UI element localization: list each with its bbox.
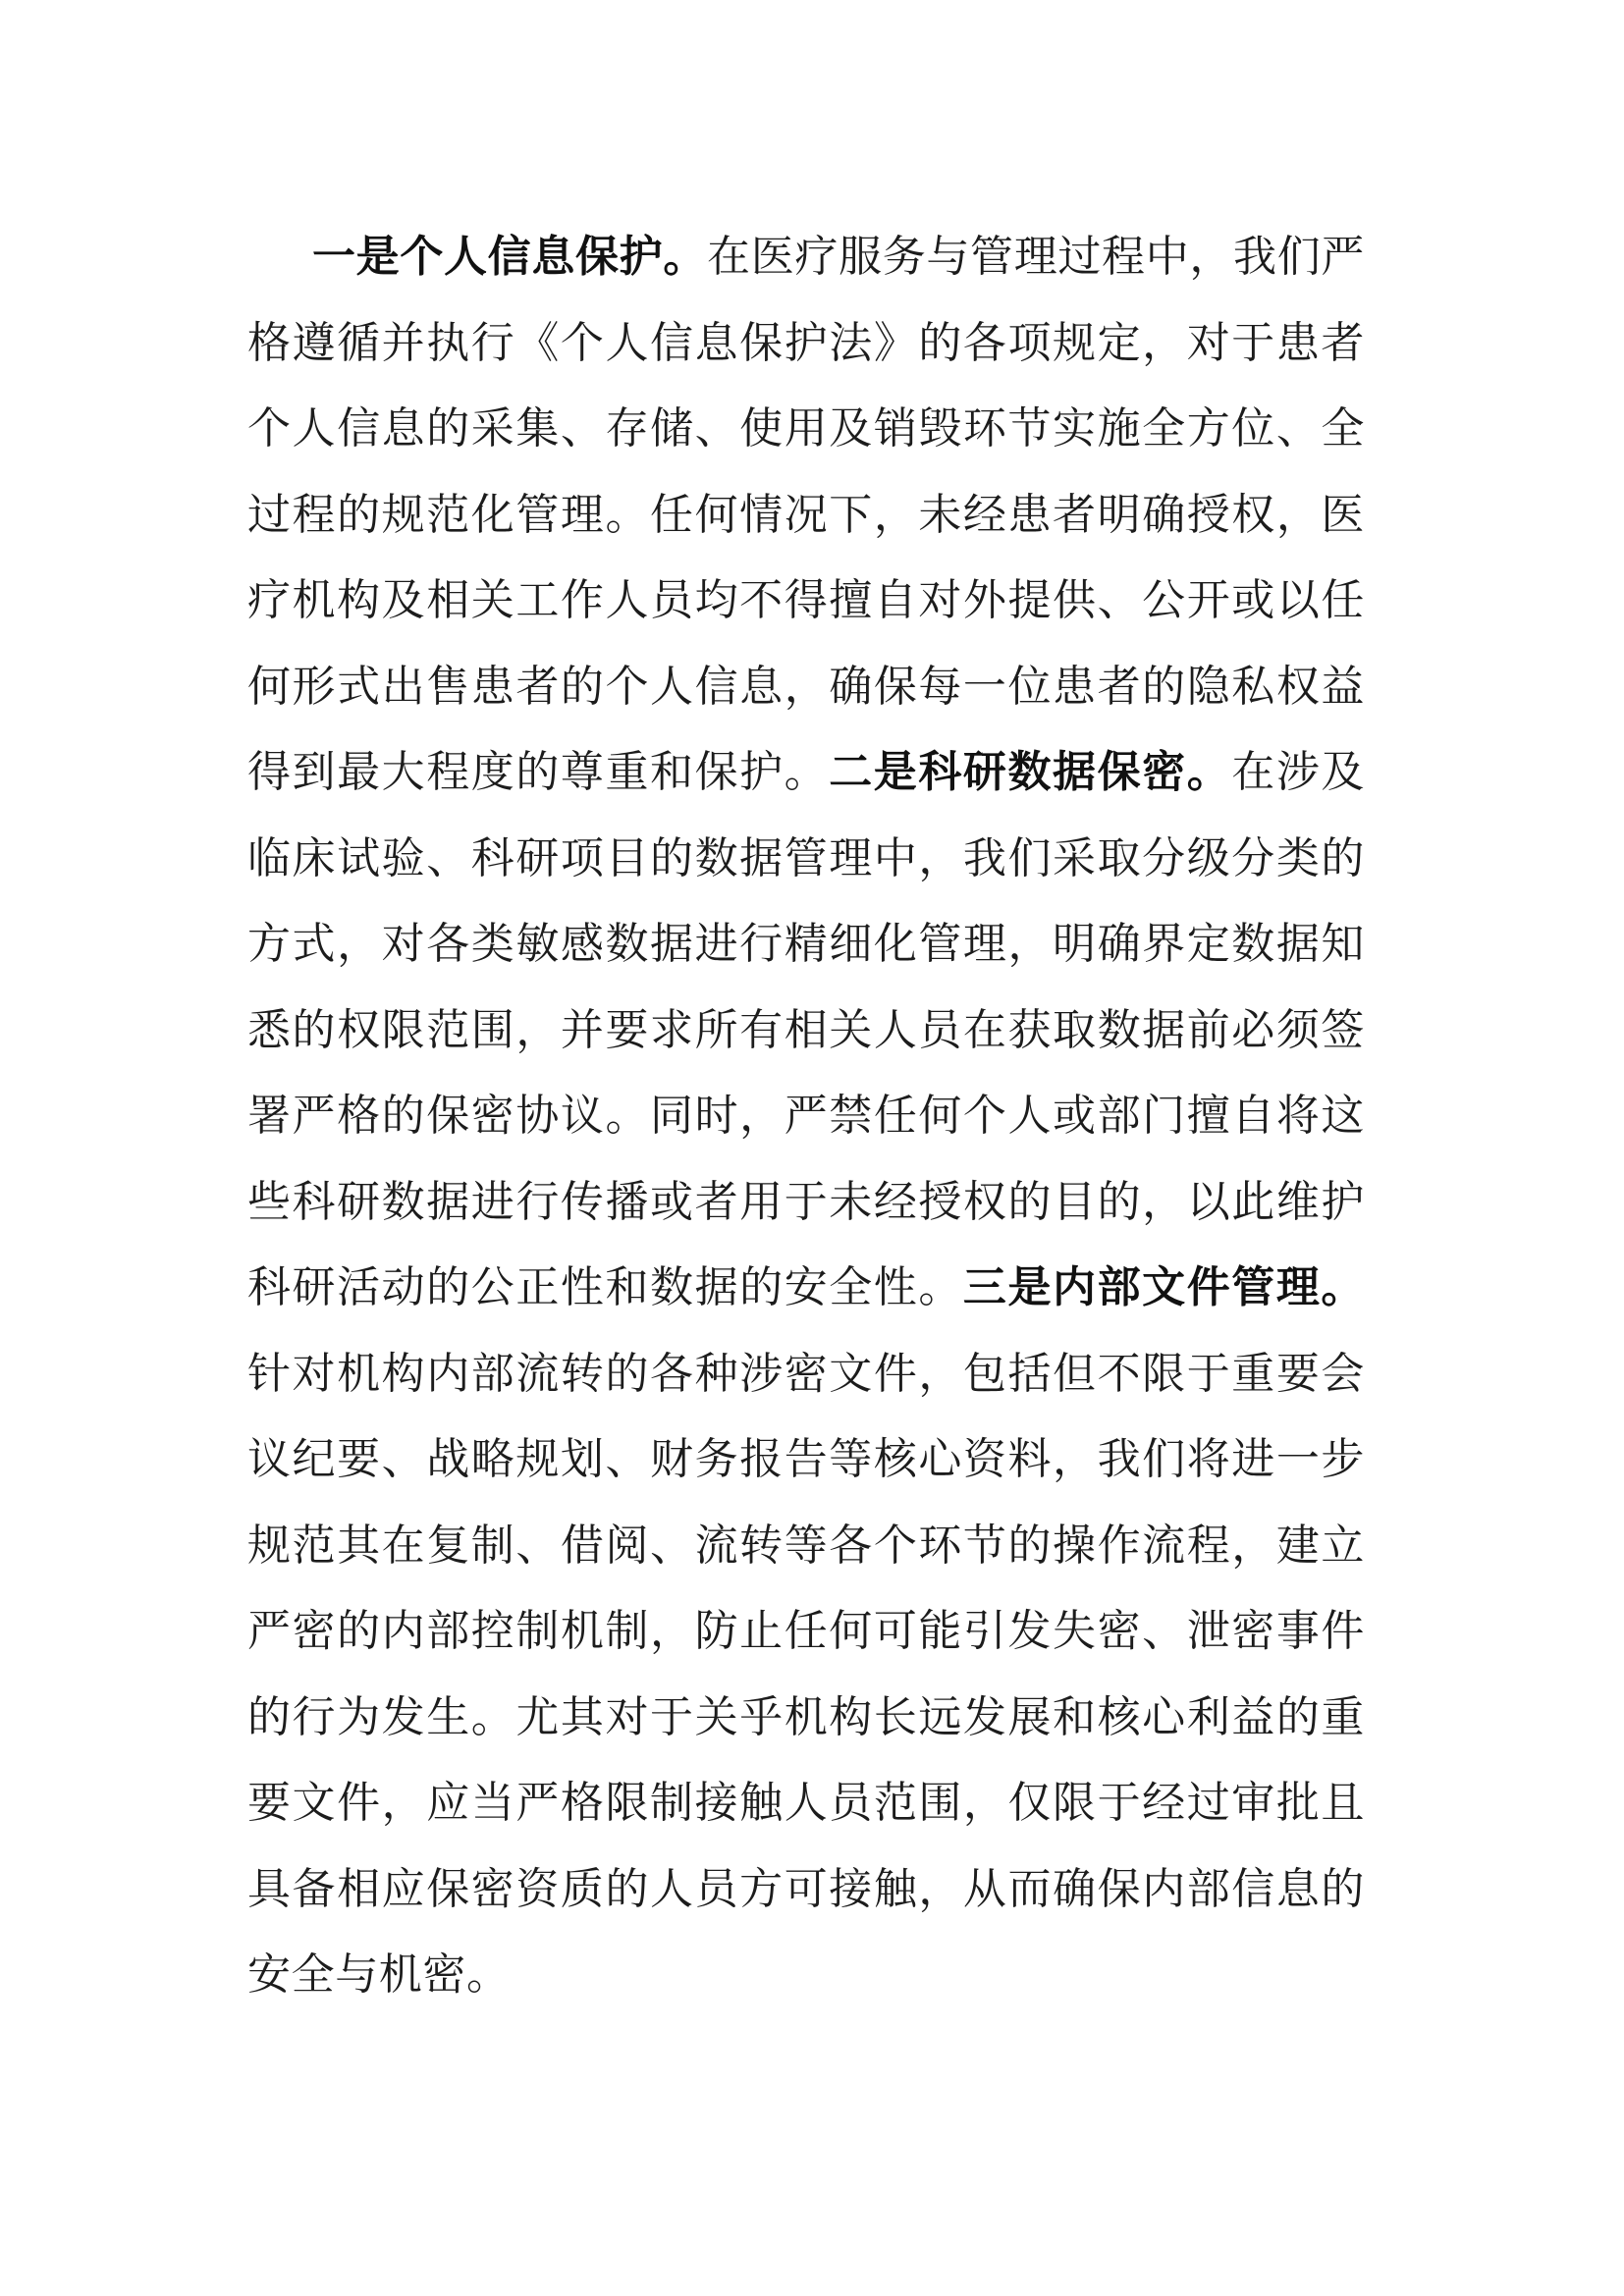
body-text-internal-docs: 针对机构内部流转的各种涉密文件，包括但不限于重要会议纪要、战略规划、财务报告等核心资料，我们将进一步规范其在复制、借阅、流转等各个环节的操作流程，建立严密的内部控制机制，防止任何可能引发失密、泄密事件的行为发生。尤其对于关乎机构长远发展和核心利益的重要文件，应当严格限制接触人员范围，仅限于经过审批且具备相应保密资质的人员方可接触，从而确保内部信息的安全与机密。 <box>247 1348 1365 2000</box>
body-text-research-data: 在涉及临床试验、科研项目的数据管理中，我们采取分级分类的方式，对各类敏感数据进行精细化管理，明确界定数据知悉的权限范围，并要求所有相关人员在获取数据前必须签署严格的保密协议。同时，严禁任何个人或部门擅自将这些科研数据进行传播或者用于未经授权的目的，以此维护科研活动的公正性和数据的安全性。 <box>247 747 1365 1312</box>
lead-heading-research-data: 二是科研数据保密。 <box>829 747 1232 797</box>
body-paragraph <box>247 214 1365 2018</box>
lead-heading-personal-info: 一是个人信息保护。 <box>312 232 708 282</box>
lead-heading-internal-docs: 三是内部文件管理。 <box>962 1262 1365 1312</box>
body-text-personal-info: 在医疗服务与管理过程中，我们严格遵循并执行《个人信息保护法》的各项规定，对于患者个人信息的采集、存储、使用及销毁环节实施全方位、全过程的规范化管理。任何情况下，未经患者明确授权，医疗机构及相关工作人员均不得擅自对外提供、公开或以任何形式出售患者的个人信息，确保每一位患者的隐私权益得到最大程度的尊重和保护。 <box>247 232 1365 797</box>
